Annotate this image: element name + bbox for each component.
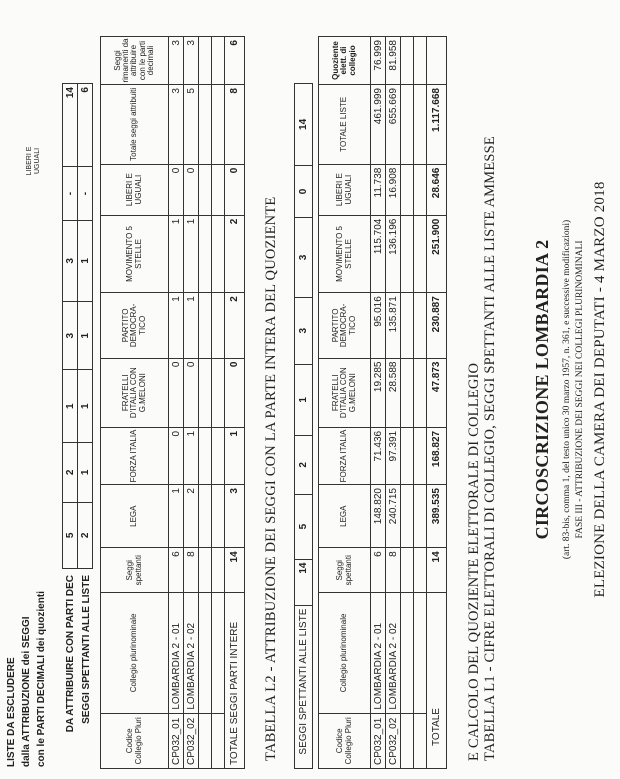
cell-code: CP032_01 xyxy=(371,713,386,768)
table1-col-leu: LIBERI E UGUALI xyxy=(319,164,371,215)
cell-m5s: 1 xyxy=(169,215,184,293)
total-seggi: 14 xyxy=(427,548,447,593)
seggi-total: 14 xyxy=(295,559,313,605)
table1-col-collegio: Collegio plurinominale xyxy=(319,593,371,713)
cell-fdi: 0 xyxy=(169,358,184,427)
total-leu: 0 xyxy=(225,164,245,215)
table1-col-quoziente: Quoziente elett. di collegio xyxy=(319,37,371,85)
cell-fdi: 28.588 xyxy=(386,358,401,427)
table2-title: TABELLA L2 - ATTRIBUZIONE DEI SEGGI CON LA PARTE INTERA DEL QUOZIENTE xyxy=(263,196,279,761)
dec-lega: 2 xyxy=(78,502,93,568)
cell-code: CP032_02 xyxy=(386,713,401,768)
table-l2 xyxy=(100,36,245,769)
seggi-spettanti-label: SEGGI SPETTANTI ALLE LISTE xyxy=(81,575,92,724)
cell-seggi: 6 xyxy=(371,548,386,593)
excluded-list-name: LIBERI E UGUALI xyxy=(26,146,41,176)
table-row-empty xyxy=(414,37,427,769)
table2-col-fi: FORZA ITALIA xyxy=(101,427,169,484)
table1-col-pd: PARTITO DEMOCRA-TICO xyxy=(319,293,371,358)
excluded-lists-note xyxy=(4,591,49,767)
table-l1-seggi xyxy=(294,83,313,769)
table-row-empty xyxy=(212,37,225,769)
cell-totale: 3 xyxy=(169,85,184,165)
total-seggi: 14 xyxy=(225,548,245,593)
note-line1: LISTE DA ESCLUDERE xyxy=(6,657,17,767)
cell-rimanenti: 3 xyxy=(169,37,184,85)
table2-decimal-row xyxy=(78,84,93,569)
table2-col-totale: Totale seggi attribuiti xyxy=(101,85,169,165)
seggi-leu: - xyxy=(63,167,78,220)
cell-name: LOMBARDIA 2 - 02 xyxy=(386,593,401,713)
total-fi: 168.827 xyxy=(427,427,447,484)
cell-seggi: 6 xyxy=(169,548,184,593)
table2-header-row xyxy=(101,37,169,769)
cell-lega: 148.820 xyxy=(371,485,386,548)
seggi-totale: 14 xyxy=(63,84,78,167)
note-line2: dalla ATTRIBUZIONE dei SEGGI xyxy=(21,616,32,767)
total-m5s: 251.900 xyxy=(427,215,447,293)
total-rimanenti: 6 xyxy=(225,37,245,85)
cell-m5s: 136.196 xyxy=(386,215,401,293)
table2-col-leu: LIBERI E UGUALI xyxy=(101,164,169,215)
seggi-fi: 2 xyxy=(295,435,313,494)
table-row xyxy=(184,37,199,769)
table-row-empty xyxy=(401,37,414,769)
cell-name: LOMBARDIA 2 - 02 xyxy=(184,593,199,713)
parti-decimali-label: DA ATTRIBUIRE CON PARTI DEC xyxy=(65,575,76,733)
seggi-lega: 5 xyxy=(295,494,313,559)
cell-quoziente: 76.999 xyxy=(371,37,386,85)
cell-leu: 11.738 xyxy=(371,164,386,215)
table2-col-collegio: Collegio plurinominale xyxy=(101,593,169,713)
table2-seggi-row xyxy=(63,84,78,569)
total-fi: 1 xyxy=(225,427,245,484)
table1-col-totale: TOTALE LISTE xyxy=(319,85,371,165)
table2-col-fdi: FRATELLI D'ITALIA CON G.MELONI xyxy=(101,358,169,427)
table-row xyxy=(371,37,386,769)
cell-quoziente: 81.958 xyxy=(386,37,401,85)
cell-code: CP032_02 xyxy=(184,713,199,768)
table-row-empty xyxy=(199,37,212,769)
table2-col-lega: LEGA xyxy=(101,485,169,548)
cell-pd: 135.871 xyxy=(386,293,401,358)
total-fdi: 0 xyxy=(225,358,245,427)
election-title: ELEZIONE DELLA CAMERA DEI DEPUTATI - 4 MARZO 2018 xyxy=(592,181,608,598)
table-row xyxy=(169,37,184,769)
total-fdi: 47.873 xyxy=(427,358,447,427)
table1-col-code: Codice Collegio Pluri xyxy=(319,713,371,768)
table2-col-m5s: MOVIMENTO 5 STELLE xyxy=(101,215,169,293)
dec-fi: 1 xyxy=(78,442,93,502)
cell-code: CP032_01 xyxy=(169,713,184,768)
cell-fdi: 0 xyxy=(184,358,199,427)
table2-col-rimanenti: Seggi rimanenti da attribuire con le parti decimali xyxy=(101,37,169,85)
dec-pd: 1 xyxy=(78,301,93,369)
phase-subtitle: FASE III - ATTRIBUZIONE DEI SEGGI NEI COLLEGI PLURINOMINALI xyxy=(575,240,585,539)
cell-seggi: 8 xyxy=(184,548,199,593)
seggi-fdi: 1 xyxy=(295,364,313,435)
table-l1 xyxy=(318,36,447,769)
seggi-fdi: 1 xyxy=(63,370,78,443)
table1-col-seggi: Seggi spettanti xyxy=(319,548,371,593)
table1-col-m5s: MOVIMENTO 5 STELLE xyxy=(319,215,371,293)
cell-lega: 1 xyxy=(169,485,184,548)
table-l2-seggi xyxy=(62,83,93,569)
cell-leu: 0 xyxy=(169,164,184,215)
cell-pd: 95.016 xyxy=(371,293,386,358)
total-pd: 2 xyxy=(225,293,245,358)
total-label: TOTALE SEGGI PARTI INTERE xyxy=(225,593,245,769)
total-m5s: 2 xyxy=(225,215,245,293)
cell-rimanenti: 3 xyxy=(184,37,199,85)
table1-seggi-row xyxy=(295,84,313,769)
cell-totale: 655.669 xyxy=(386,85,401,165)
table-row xyxy=(386,37,401,769)
table1-total-row xyxy=(427,37,447,769)
seggi-leu: 0 xyxy=(295,165,313,217)
dec-m5s: 1 xyxy=(78,220,93,301)
cell-m5s: 115.704 xyxy=(371,215,386,293)
dec-totale: 6 xyxy=(78,84,93,167)
seggi-label: SEGGI SPETTANTI ALLE LISTE xyxy=(295,605,313,768)
total-totale: 8 xyxy=(225,85,245,165)
note-line3: con le PARTI DECIMALI dei quozienti xyxy=(36,591,47,767)
table1-title-line1: TABELLA L1 - CIFRE ELETTORALI DI COLLEGIO, SEGGI SPETTANTI ALLE LISTE AMMESSE xyxy=(482,136,498,761)
total-lega: 389.535 xyxy=(427,485,447,548)
cell-m5s: 1 xyxy=(184,215,199,293)
cell-pd: 1 xyxy=(184,293,199,358)
cell-name: LOMBARDIA 2 - 01 xyxy=(169,593,184,713)
cell-fi: 0 xyxy=(169,427,184,484)
total-lega: 3 xyxy=(225,485,245,548)
cell-lega: 240.715 xyxy=(386,485,401,548)
cell-fi: 97.391 xyxy=(386,427,401,484)
cell-name: LOMBARDIA 2 - 01 xyxy=(371,593,386,713)
total-totale: 1.117.668 xyxy=(427,85,447,165)
cell-leu: 16.908 xyxy=(386,164,401,215)
seggi-totale: 14 xyxy=(295,84,313,166)
seggi-lega: 5 xyxy=(63,502,78,568)
cell-totale: 5 xyxy=(184,85,199,165)
circoscrizione-title: CIRCOSCRIZIONE LOMBARDIA 2 xyxy=(532,239,552,540)
law-reference: (art. 83-bis, comma 1, del testo unico 30 marzo 1957, n. 361, e successive modificazioni) xyxy=(562,219,572,560)
table1-header-row xyxy=(319,37,371,769)
cell-pd: 1 xyxy=(169,293,184,358)
seggi-m5s: 3 xyxy=(295,218,313,298)
cell-lega: 2 xyxy=(184,485,199,548)
dec-leu: - xyxy=(78,167,93,220)
table2-col-seggi: Seggi spettanti xyxy=(101,548,169,593)
total-leu: 28.646 xyxy=(427,164,447,215)
seggi-fi: 2 xyxy=(63,442,78,502)
cell-fi: 1 xyxy=(184,427,199,484)
table2-col-pd: PARTITO DEMOCRA-TICO xyxy=(101,293,169,358)
table2-total-row xyxy=(225,37,245,769)
table1-col-fdi: FRATELLI D'ITALIA CON G.MELONI xyxy=(319,358,371,427)
table1-col-fi: FORZA ITALIA xyxy=(319,427,371,484)
total-label: TOTALE xyxy=(427,593,447,769)
cell-fi: 71.436 xyxy=(371,427,386,484)
table1-col-lega: LEGA xyxy=(319,485,371,548)
table1-title-line2: E CALCOLO DEL QUOZIENTE ELETTORALE DI COLLEGIO xyxy=(466,362,482,761)
seggi-pd: 3 xyxy=(295,297,313,364)
cell-seggi: 8 xyxy=(386,548,401,593)
table2-col-code: Codice Collegio Pluri xyxy=(101,713,169,768)
cell-fdi: 19.285 xyxy=(371,358,386,427)
seggi-pd: 3 xyxy=(63,301,78,369)
cell-totale: 461.999 xyxy=(371,85,386,165)
seggi-m5s: 3 xyxy=(63,220,78,301)
total-pd: 230.887 xyxy=(427,293,447,358)
cell-leu: 0 xyxy=(184,164,199,215)
dec-fdi: 1 xyxy=(78,370,93,443)
